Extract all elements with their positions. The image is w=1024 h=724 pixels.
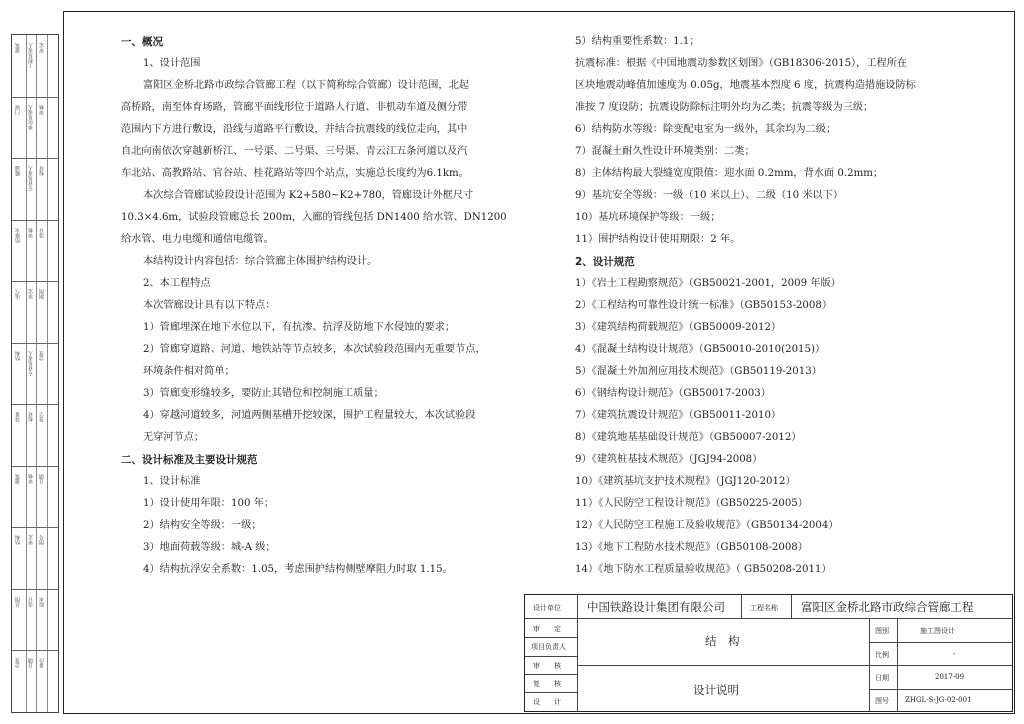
date-label: 日期 <box>875 674 889 682</box>
strip-label: 会签 <box>39 350 45 361</box>
discipline: 结 构 <box>705 634 740 648</box>
right-text-line: 9）基坑安全等级：一级（10 米以上）、二级（10 米以下） <box>575 190 844 201</box>
right-text-line: 9）《建筑桩基技术规范》（JGJ94-2008） <box>575 454 763 465</box>
right-text-line: 6）《钢结构设计规范》（GB50017-2003） <box>575 388 771 399</box>
left-text-line: 1、设计标准 <box>143 476 201 487</box>
left-text-line: 2）结构安全等级：一级； <box>143 520 262 531</box>
strip-label: 校对 <box>28 412 34 423</box>
right-text-line: 6）结构防水等级：除变配电室为一级外，其余均为二级； <box>575 124 837 135</box>
design-unit-label: 设计单位 <box>533 604 561 612</box>
drawing-number: ZHGL-S-JG-02-001 <box>905 696 972 704</box>
left-text-line: 2、本工程特点 <box>143 278 211 289</box>
strip-divider <box>12 527 58 528</box>
right-text-line: 8）主体结构最大裂缝宽度限值：迎水面 0.2mm，背水面 0.2mm； <box>575 168 884 179</box>
strip-label: 版本 <box>39 596 45 607</box>
title-block <box>524 594 1013 712</box>
left-text-line: 1、设计范围 <box>143 58 201 69</box>
strip-label: 备注 <box>39 658 45 669</box>
right-text-line: 5）《混凝土外加剂应用技术规范》（GB50119-2013） <box>575 366 822 377</box>
left-text-line: 一、概况 <box>121 36 163 48</box>
left-text-line: 本次管廊设计具有以下特点： <box>143 300 276 311</box>
strip-label: 日期 <box>28 658 34 669</box>
strip-label: 会签 <box>15 658 21 669</box>
right-text-line: 12）《人民防空工程施工及验收规范》（GB50134-2004） <box>575 520 839 531</box>
right-text-line: 5）结构重要性系数：1.1； <box>575 36 700 47</box>
right-text-line: 准按 7 度设防；抗震设防除标注明外均为乙类；抗震等级为三级； <box>575 102 874 113</box>
right-text-line: 7）混凝土耐久性设计环境类别：二类； <box>575 146 755 157</box>
right-text-line: 7）《建筑抗震设计规范》（GB50011-2010） <box>575 410 782 421</box>
left-text-line: 本结构设计内容包括：综合管廊主体围护结构设计。 <box>143 256 378 267</box>
right-text-line: 11）围护结构设计使用期限：2 年。 <box>575 234 741 245</box>
number-label: 图号 <box>875 697 889 705</box>
right-text-line: 3）《建筑结构荷载规范》（GB50009-2012） <box>575 322 782 333</box>
strip-label: 工程负责人 <box>28 43 34 68</box>
strip-divider <box>12 466 58 467</box>
right-text-line: 13）《地下工程防水技术规范》（GB50108-2008） <box>575 542 808 553</box>
project-name-label: 工程名称 <box>750 604 778 612</box>
right-text-line: 区块地震动峰值加速度为 0.05g，地震基本烈度 6 度，抗震构造措施设防标 <box>575 80 916 91</box>
strip-divider <box>12 97 58 98</box>
right-text-line: 4）《混凝土结构设计规范》（GB50010-2010(2015)） <box>575 344 826 355</box>
left-text-line: 范围内下方进行敷设，沿线与道路平行敷设，并结合抗震线的线位走向，其中 <box>121 124 468 135</box>
right-text-line: 11）《人民防空工程设计规范》（GB50225-2005） <box>575 498 808 509</box>
right-text-line: 8）《建筑地基基础设计规范》（GB50007-2012） <box>575 432 802 443</box>
scale-value: - <box>953 650 956 658</box>
stage-label: 图别 <box>875 627 889 635</box>
strip-label: 校对 <box>39 166 45 177</box>
left-text-line: 二、设计标准及主要设计规范 <box>121 454 258 466</box>
strip-label: 审定 <box>28 535 34 546</box>
left-text-line: 2）管廊穿道路、河道、地铁站等节点较多，本次试验段范围内无重要节点， <box>143 344 486 355</box>
strip-label: 审核 <box>39 104 45 115</box>
left-text-line: 高桥路，南至体育场路，管廊平面线形位于道路人行道、非机动车道及侧分带 <box>121 102 468 113</box>
strip-label: 设备 <box>15 412 21 423</box>
left-text-line: 3）地面荷载等级：城-A 级； <box>143 542 276 553</box>
strip-label: 单位负责人 <box>28 104 34 130</box>
strip-label: 结构 <box>15 350 21 361</box>
strip-label: 签字 <box>39 412 45 423</box>
right-text-line: 2）《工程结构可靠性设计统一标准》（GB50153-2008） <box>575 300 833 311</box>
left-text-line: 10.3×4.6m，试验段管廊总长 200m，入廊的管线包括 DN1400 给水管、DN1200 <box>121 212 507 223</box>
strip-label: 暖通 <box>15 166 21 177</box>
role-project-lead: 项目负责人 <box>531 643 566 651</box>
right-text-line: 10）《建筑基坑支护技术规程》（JGJ120-2012） <box>575 476 796 487</box>
scale-label: 比例 <box>875 651 889 659</box>
left-text-line: 1）设计使用年限：100 年； <box>143 498 275 509</box>
left-text-column <box>121 31 523 581</box>
strip-divider <box>12 343 58 344</box>
right-text-line: 10）基坑环境保护等级：一级； <box>575 212 721 223</box>
strip-label: 制图 <box>39 289 45 300</box>
strip-label: 设计 <box>39 227 45 238</box>
right-text-line: 2、设计规范 <box>575 256 635 268</box>
left-text-line: 4）穿越河道较多，河道两侧基槽开挖较深，围护工程量较大，本次试验段 <box>143 410 476 421</box>
right-text-column <box>575 31 995 581</box>
strip-label: 给排水 <box>15 227 21 243</box>
left-text-line: 富阳区金桥北路市政综合管廊工程（以下简称综合管廊）设计范围，北起 <box>143 80 469 91</box>
right-text-line: 1）《岩土工程勘察规范》（GB50021-2001，2009 年版） <box>575 278 841 289</box>
design-unit: 中国铁路设计集团有限公司 <box>587 600 725 614</box>
signoff-strip <box>11 34 59 713</box>
strip-divider <box>12 220 58 221</box>
strip-label: 审定 <box>28 289 34 300</box>
left-text-line: 自北向南依次穿越新桥江、一号渠、二号渠、三号渠、青云江五条河道以及汽 <box>121 146 468 157</box>
date-value: 2017-09 <box>935 673 965 681</box>
left-text-line: 1）管廊埋深在地下水位以下，有抗渗、抗浮及防地下水侵蚀的要求； <box>143 322 456 333</box>
strip-label: 建筑 <box>15 43 21 53</box>
strip-divider <box>12 404 58 405</box>
strip-label: 审核 <box>28 227 34 238</box>
role-check: 复 核 <box>533 680 561 688</box>
strip-label: 建筑 <box>15 473 21 484</box>
role-design: 设 计 <box>533 698 561 706</box>
strip-divider <box>12 650 58 651</box>
strip-label: 专业负责人 <box>28 166 34 192</box>
strip-label: 设计 <box>28 596 34 607</box>
right-text-line: 抗震标准：根据《中国地震动参数区划图》（GB18306-2015），工程所在 <box>575 58 908 69</box>
left-text-line: 给水管、电力电缆和通信电缆管。 <box>121 234 274 245</box>
drawing-title: 设计说明 <box>693 683 739 697</box>
left-text-line: 环境条件相对简单； <box>143 366 235 377</box>
strip-label: 审核 <box>28 473 34 484</box>
role-review: 审 核 <box>533 662 561 670</box>
role-approve: 审 定 <box>533 625 561 633</box>
project-name: 富阳区金桥北路市政综合管廊工程 <box>801 600 974 614</box>
strip-label: 电气 <box>15 289 21 300</box>
strip-divider <box>12 158 58 159</box>
strip-label: 图号 <box>39 535 45 546</box>
right-text-line: 14）《地下防水工程质量验收规范》（ GB50208-2011） <box>575 564 832 575</box>
left-text-line: 3）管廊变形缝较多，要防止其错位和控制施工质量； <box>143 388 384 399</box>
strip-label: 审定 <box>39 43 45 53</box>
strip-divider <box>12 589 58 590</box>
strip-divider <box>12 281 58 282</box>
strip-label: 总图 <box>15 596 21 607</box>
strip-label: 日期 <box>39 473 45 484</box>
left-text-line: 车北站、高教路站、官谷站、桂花路站等四个站点，实施总长度约为6.1km。 <box>121 168 469 179</box>
left-text-line: 本次综合管廊试验段设计范围为 K2+580~K2+780，管廊设计外框尺寸 <box>143 190 474 201</box>
left-text-line: 无穿河节点； <box>143 432 205 443</box>
stage-value: 施工图设计 <box>920 627 955 635</box>
strip-label: 结构 <box>15 535 21 546</box>
strip-label: 专业负责人 <box>28 350 34 376</box>
strip-label: 门窗 <box>15 104 21 115</box>
left-text-line: 4）结构抗浮安全系数：1.05，考虑围护结构侧壁摩阻力时取 1.15。 <box>143 564 453 575</box>
